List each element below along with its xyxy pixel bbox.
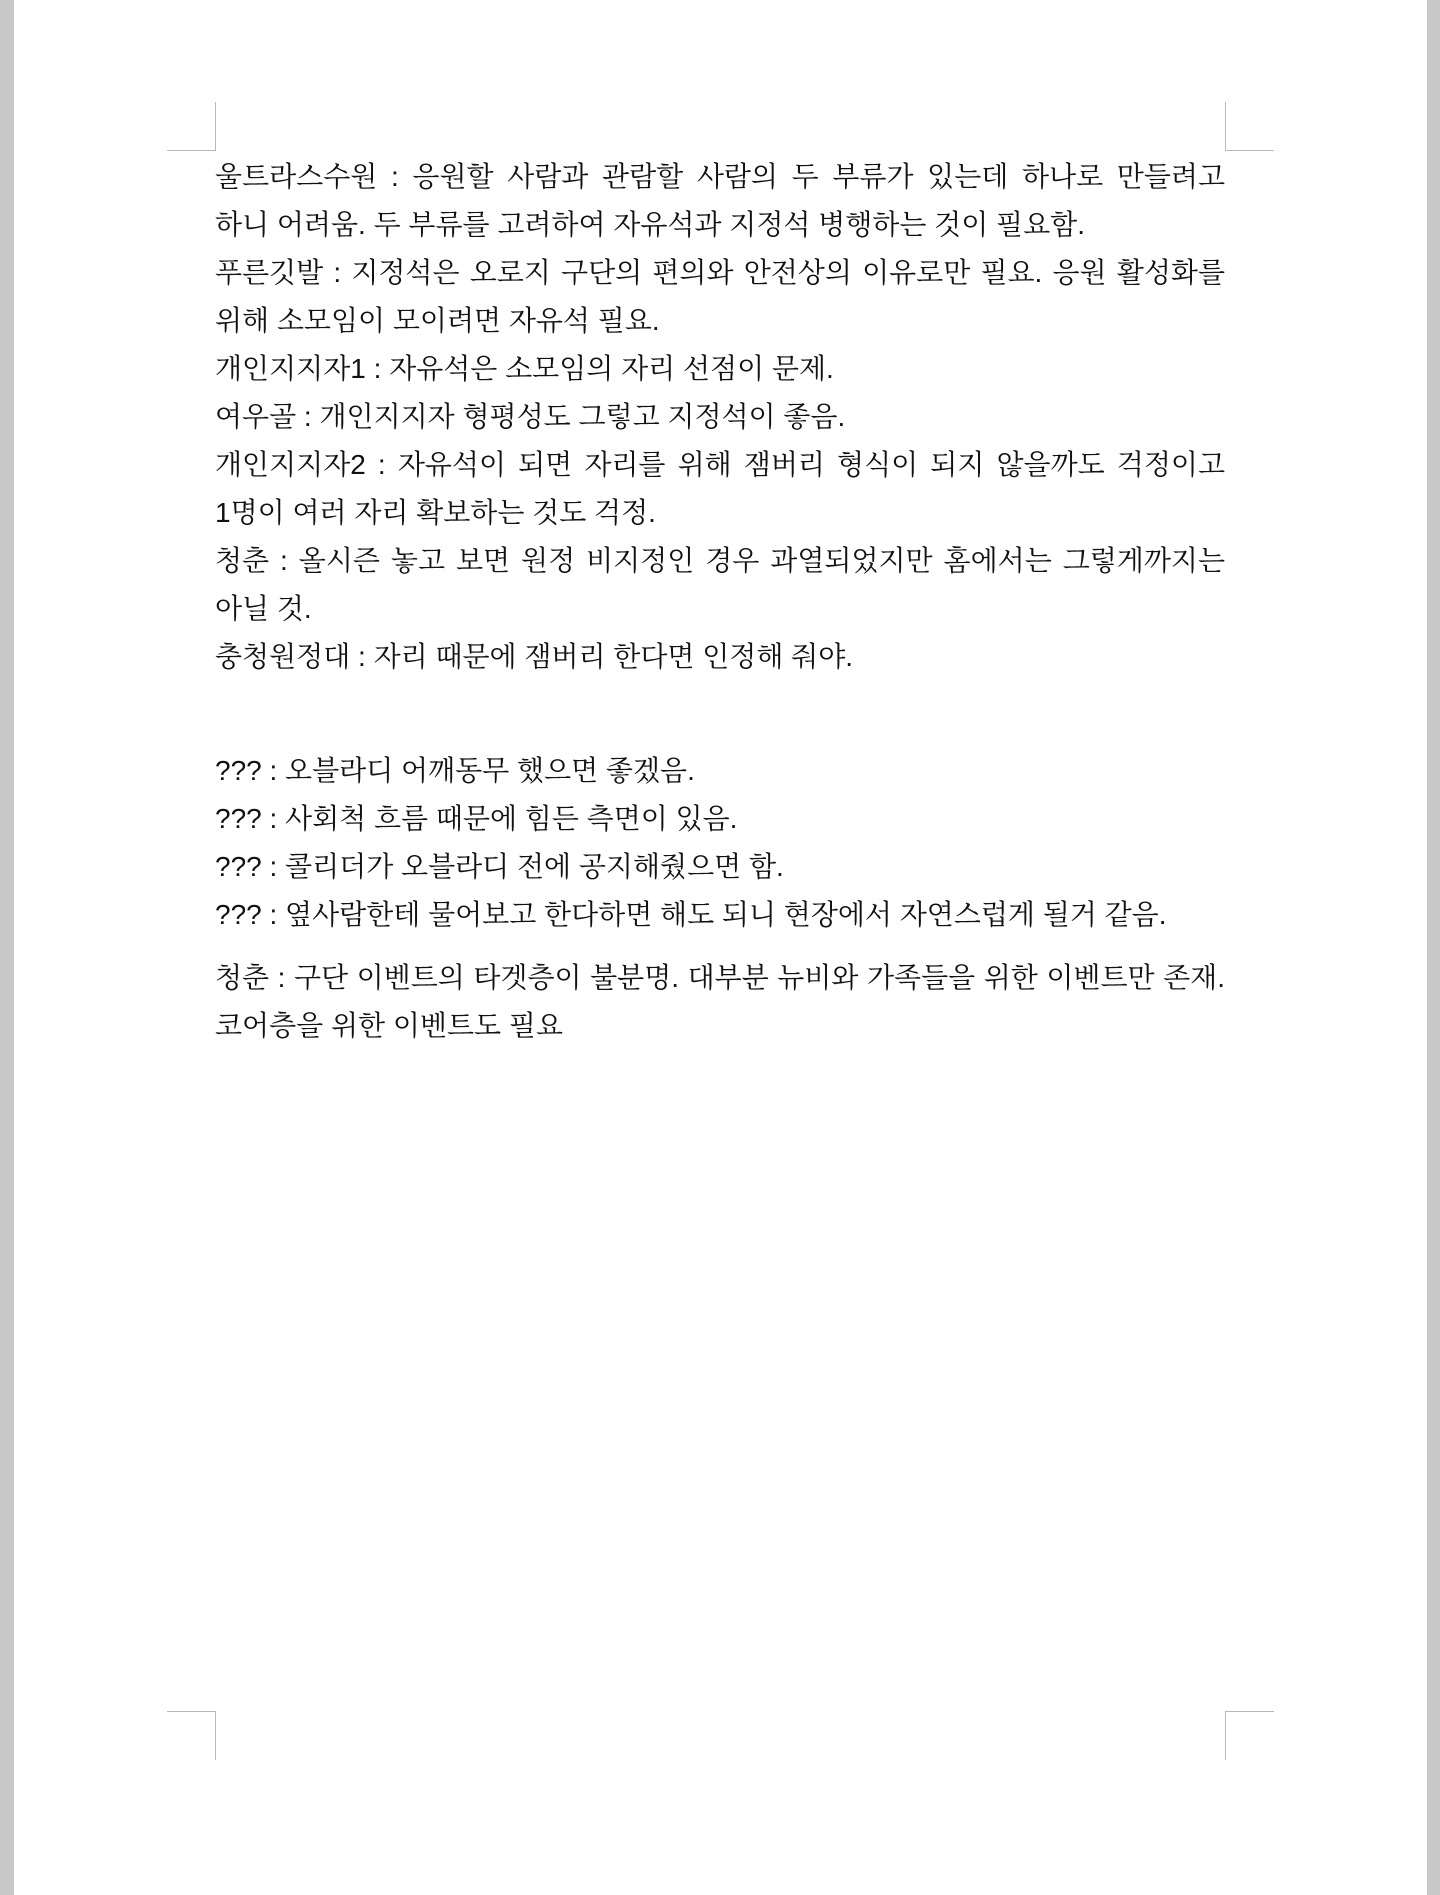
- margin-corner-top-left: [167, 102, 216, 151]
- paragraph[interactable]: 청춘 : 구단 이벤트의 타겟층이 불분명. 대부분 뉴비와 가족들을 위한 이벤트만 존재. 코어층을 위한 이벤트도 필요: [215, 962, 1225, 1041]
- document-body[interactable]: [215, 153, 1225, 1050]
- empty-paragraph-spacer: [215, 681, 1225, 747]
- document-page: [14, 0, 1427, 1895]
- paragraph[interactable]: 개인지지자2 : 자유석이 되면 자리를 위해 잼버리 형식이 되지 않을까도 걱정이고 1명이 여러 자리 확보하는 것도 걱정.: [215, 449, 1225, 528]
- paragraph[interactable]: 울트라스수원 : 응원할 사람과 관람할 사람의 두 부류가 있는데 하나로 만들려고 하니 어려움. 두 부류를 고려하여 자유석과 지정석 병행하는 것이 필요함.: [215, 161, 1225, 240]
- paragraph[interactable]: 충청원정대 : 자리 때문에 잼버리 한다면 인정해 줘야.: [215, 641, 854, 672]
- paragraph[interactable]: 여우골 : 개인지지자 형평성도 그렇고 지정석이 좋음.: [215, 401, 846, 432]
- paragraph[interactable]: ??? : 옆사람한테 물어보고 한다하면 해도 되니 현장에서 자연스럽게 될거 같음.: [215, 899, 1167, 930]
- margin-corner-bottom-left: [167, 1711, 216, 1760]
- margin-corner-top-right: [1225, 102, 1274, 151]
- paragraph[interactable]: 푸른깃발 : 지정석은 오로지 구단의 편의와 안전상의 이유로만 필요. 응원 활성화를 위해 소모임이 모이려면 자유석 필요.: [215, 257, 1225, 336]
- margin-corner-bottom-right: [1225, 1711, 1274, 1760]
- paragraph-spacer: [215, 939, 1225, 954]
- paragraph[interactable]: 개인지지자1 : 자유석은 소모임의 자리 선점이 문제.: [215, 353, 834, 384]
- paragraph[interactable]: ??? : 오블라디 어깨동무 했으면 좋겠음.: [215, 755, 695, 786]
- paragraph[interactable]: ??? : 사회척 흐름 때문에 힘든 측면이 있음.: [215, 803, 738, 834]
- paragraph[interactable]: 청춘 : 올시즌 놓고 보면 원정 비지정인 경우 과열되었지만 홈에서는 그렇게까지는 아닐 것.: [215, 545, 1225, 624]
- paragraph[interactable]: ??? : 콜리더가 오블라디 전에 공지해줬으면 함.: [215, 851, 784, 882]
